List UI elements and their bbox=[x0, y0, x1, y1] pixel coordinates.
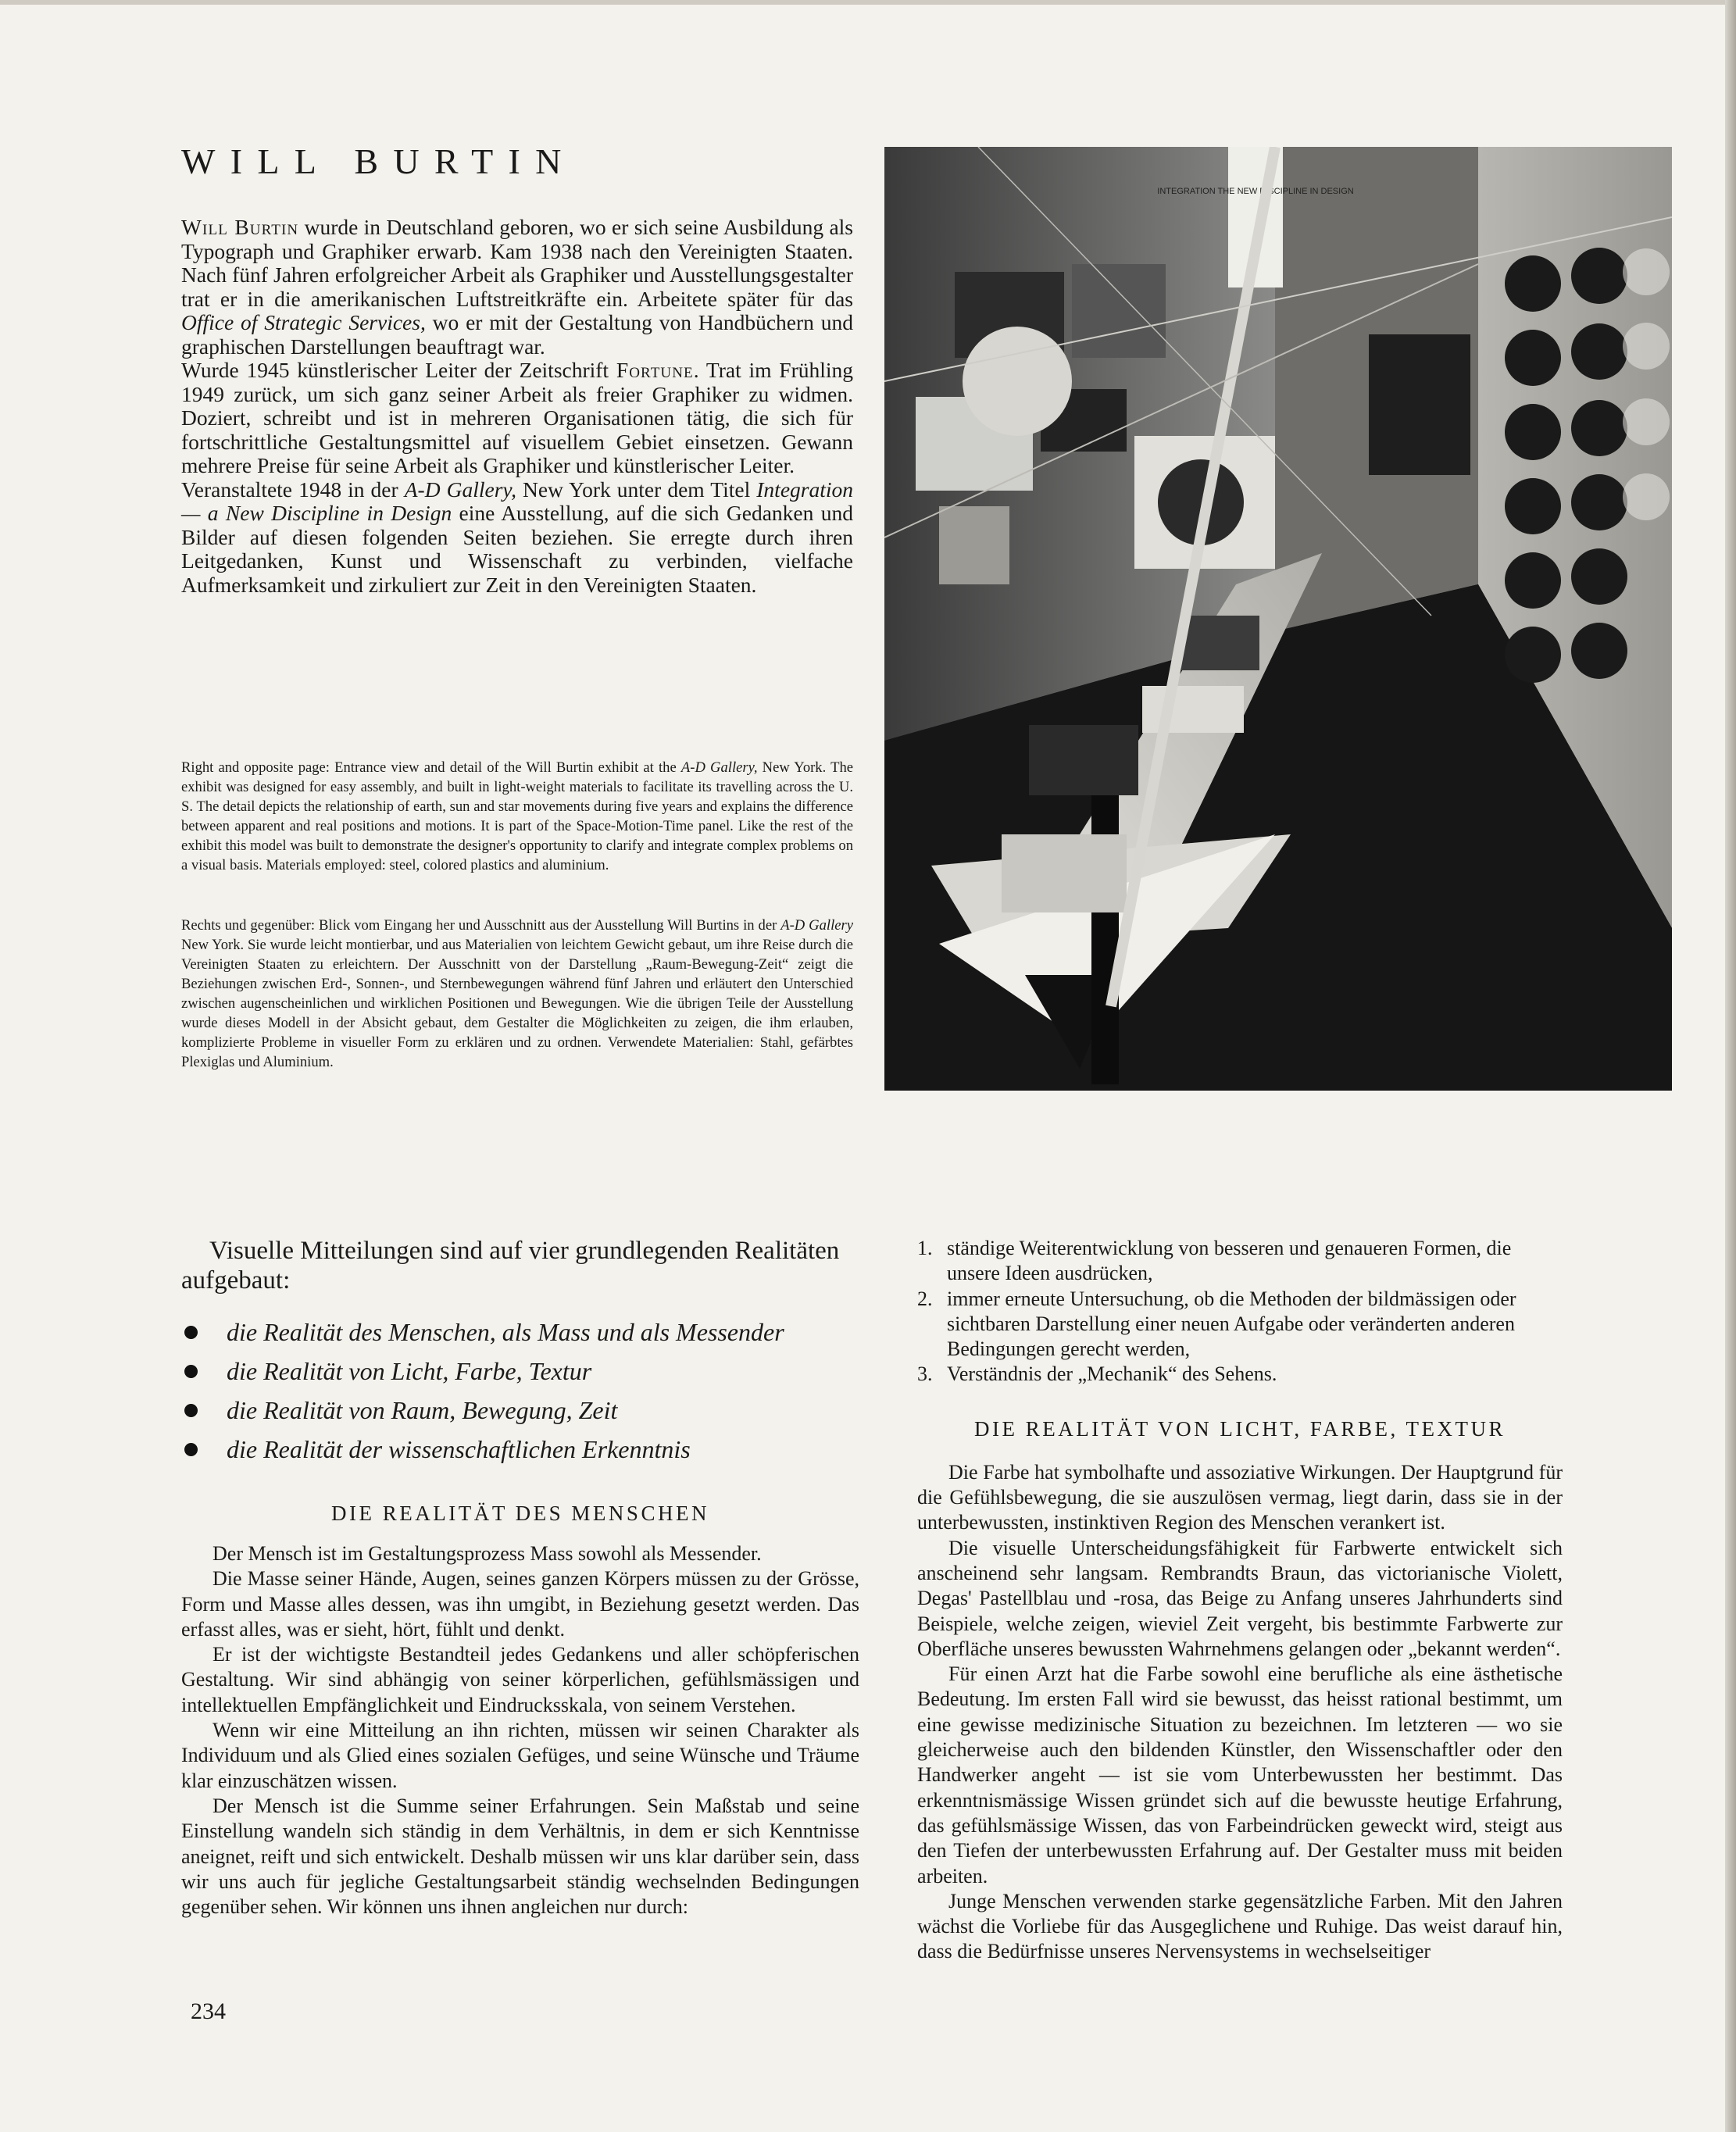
body-paragraph: Die Farbe hat symbolhafte und assoziative Wirkungen. Der Hauptgrund für die Gefühlsbewegung, die sie auszulösen vermag, liegt darin, dass sie in der unterbewussten, instinktiven Region des Menschen verankert ist. bbox=[917, 1460, 1563, 1534]
intro-text-run: . Trat im Frühling 1949 zurück, um sich ganz seiner Arbeit als freier Graphiker zu widmen. Doziert, schreibt und ist in mehreren Organisationen tätig, die sich für fortschrittliche Gestaltungsmittel auf visuellem Gebiet einsetzen. Gewann mehrere Preise für seine Arbeit als Graphiker und künstlerischer Leiter. bbox=[181, 358, 854, 477]
caption-italic-run: A-D Gallery, bbox=[680, 759, 758, 776]
caption-text-run: New York. The exhibit was designed for easy assembly, and built in light-weight materials to facilitate its travelling across the U. S. The detail depicts the relationship of earth, sun and star movements during five years and explains the difference between apparent and real positions and motions. It is part of the Space-Motion-Time panel. Like the rest of the exhibit this model was built to demonstrate the designer's opportunity to clarify and integrate complex problems on a visual basis. Materials employed: steel, colored plastics and aluminium. bbox=[181, 759, 854, 873]
list-number: 1. bbox=[917, 1237, 933, 1259]
list-item bbox=[181, 1391, 859, 1430]
list-item bbox=[181, 1312, 859, 1352]
list-item bbox=[917, 1287, 1563, 1362]
body-paragraph: Er ist der wichtigste Bestandteil jedes Gedankens und aller schöpferischen Gestaltung. Wir sind abhängig von seiner körperlichen, gefühlsmässigen und intellektuellen Empfänglichkeit und Eindrucksskala, von seinem Verstehen. bbox=[181, 1643, 859, 1716]
list-item-text: ständige Weiterentwicklung von besseren und genaueren Formen, die unsere Ideen ausdrücken, bbox=[947, 1237, 1512, 1285]
body-paragraph: Die Masse seiner Hände, Augen, seines ganzen Körpers müssen zu der Grösse, Form und Masse alles dessen, was ihn umgibt, in Beziehung gesetzt werden. Das erfasst alles, was er sieht, hört, fühlt und denkt. bbox=[181, 1567, 859, 1641]
list-item-text: die Realität von Licht, Farbe, Textur bbox=[227, 1357, 592, 1385]
list-item-text: immer erneute Untersuchung, ob die Methoden der bildmässigen oder sichtbaren Darstellung einer neuen Aufgabe oder veränderten anderen Bedingungen gerecht werden, bbox=[947, 1287, 1516, 1361]
exhibit-sign-text: INTEGRATION THE NEW DISCIPLINE IN DESIGN bbox=[1157, 187, 1354, 196]
intro-text-run: eine Ausstellung, auf die sich Gedanken und Bilder auf diesen folgenden Seiten beziehen. Sie erregte durch ihren Leitgedanken, Kunst und Wissenschaft zu verbinden, vielfache Aufmerksamkeit und zirkuliert zur Zeit in den Vereinigten Staaten. bbox=[181, 501, 853, 597]
body-paragraph: Der Mensch ist die Summe seiner Erfahrungen. Sein Maßstab und seine Einstellung wandeln sich ständig in dem Verhältnis, in dem er sich Kenntnisse aneignet, reift und sich entwickelt. Deshalb müssen wir uns klar darüber sein, dass wir uns auch für jegliche Gestaltungsarbeit ständig wechselnden Bedingungen gegenüber sehen. Wir können uns ihnen angleichen nur durch: bbox=[181, 1794, 859, 1919]
bullet-icon bbox=[184, 1404, 198, 1417]
section-body bbox=[917, 1460, 1563, 1965]
intro-text-run: New York unter dem Titel bbox=[516, 477, 757, 502]
page-top-edge bbox=[0, 0, 1736, 5]
list-number: 3. bbox=[917, 1362, 933, 1386]
caption-text-run: Right and opposite page: Entrance view and detail of the Will Burtin exhibit at the bbox=[181, 759, 681, 776]
right-column bbox=[917, 1236, 1563, 1965]
author-name: Will Burtin bbox=[181, 215, 299, 239]
page-binding-edge bbox=[1725, 0, 1736, 2132]
intro-paragraph bbox=[181, 359, 853, 478]
page-number: 234 bbox=[191, 1998, 226, 2024]
left-column bbox=[181, 1236, 859, 1920]
list-item-text: Verständnis der „Mechanik“ des Sehens. bbox=[947, 1362, 1277, 1386]
intro-italic-run: A-D Gallery, bbox=[404, 477, 516, 502]
list-item-text: die Realität von Raum, Bewegung, Zeit bbox=[227, 1396, 618, 1424]
bullet-icon bbox=[184, 1326, 198, 1339]
caption-text-run: Rechts und gegenüber: Blick vom Eingang her und Ausschnitt aus der Ausstellung Will Burtins in der bbox=[181, 917, 781, 934]
body-paragraph: Junge Menschen verwenden starke gegensätzliche Farben. Mit den Jahren wächst die Vorliebe für das Ausgeglichene und Ruhige. Das weist darauf hin, dass die Bedürfnisse unseres Nervensystems in wechselseitiger bbox=[917, 1889, 1563, 1963]
intro-paragraph bbox=[181, 216, 853, 359]
body-paragraph: Die visuelle Unterscheidungsfähigkeit für Farbwerte entwickelt sich anscheinend sehr langsam. Rembrandts Braun, das victorianische Violett, Degas' Pastellblau und -rosa, das Beige zu Anfang unseres Jahrhunderts sind Beispiele, welche zeigen, wieviel Zeit vergeht, bis bestimmte Farbwerte zur Oberfläche unseres bewussten Wahrnehmens gelangen oder „bekannt werden“. bbox=[917, 1536, 1563, 1660]
list-item bbox=[181, 1430, 859, 1469]
intro-italic-run: Office of Strategic Services, bbox=[181, 310, 426, 334]
intro-text-run: Wurde 1945 künstlerischer Leiter der Zeitschrift bbox=[181, 358, 616, 382]
list-item bbox=[917, 1362, 1563, 1387]
body-paragraph: Für einen Arzt hat die Farbe sowohl eine berufliche als eine ästhetische Bedeutung. Im ersten Fall wird sie bewusst, das heisst rational bestimmt, um eine gewisse medizinische Situation zu bezeichnen. Im letzteren — wo sie gleicherweise auch den bildenden Künstler, den Wissenschaftler oder den Handwerker angeht — ist sie vom Unterbewussten her bestimmt. Das erkenntnismässige Wissen gründet sich auf die bewusste heutige Erfahrung, das gefühlsmässige Wissen, das von Farbeindrücken geweckt wird, steigt aus den Tiefen der unterbewussten Erfahrung auf. Der Gestalter muss mit beiden arbeiten. bbox=[917, 1662, 1563, 1887]
section-body bbox=[181, 1541, 859, 1920]
section-heading: DIE REALITÄT DES MENSCHEN bbox=[331, 1502, 709, 1525]
caption-english bbox=[181, 758, 853, 875]
numbered-list bbox=[917, 1236, 1563, 1387]
list-number: 2. bbox=[917, 1287, 933, 1310]
caption-italic-run: A-D Gallery bbox=[780, 917, 853, 934]
list-item-text: die Realität des Menschen, als Mass und als Messender bbox=[227, 1318, 784, 1346]
section-heading: DIE REALITÄT VON LICHT, FARBE, TEXTUR bbox=[973, 1416, 1506, 1441]
intro-text bbox=[181, 216, 853, 597]
caption-german-text bbox=[181, 916, 853, 1072]
intro-italic-run: Integration — a New Discipline in Design bbox=[181, 477, 854, 525]
list-item-text: die Realität der wissenschaftlichen Erkenntnis bbox=[227, 1435, 691, 1463]
article-title: WILL BURTIN bbox=[181, 141, 577, 181]
caption-german bbox=[181, 916, 853, 1072]
realities-list bbox=[181, 1312, 859, 1469]
intro-text-run: wo er mit der Gestaltung von Handbüchern und graphischen Darstellungen beauftragt war. bbox=[181, 310, 853, 359]
intro-text-run: wurde in Deutschland geboren, wo er sich seine Ausbildung als Typograph und Graphiker erwarb. Kam 1938 nach den Vereinigten Staaten. Nach fünf Jahren erfolgreicher Arbeit als Graphiker und Ausstellungsgestalter trat er in die amerikanischen Luftstreitkräfte ein. Arbeitete später für das bbox=[181, 215, 853, 311]
list-item bbox=[917, 1236, 1563, 1287]
intro-paragraph bbox=[181, 478, 853, 598]
list-item bbox=[181, 1352, 859, 1391]
caption-english-text bbox=[181, 758, 853, 875]
exhibit-photo-illustration bbox=[884, 147, 1672, 1091]
bullet-icon bbox=[184, 1443, 198, 1456]
body-paragraph: Der Mensch ist im Gestaltungsprozess Mass sowohl als Messender. bbox=[213, 1542, 762, 1565]
bullet-icon bbox=[184, 1365, 198, 1378]
exhibit-photograph bbox=[884, 147, 1672, 1091]
caption-text-run: New York. Sie wurde leicht montierbar, und aus Materialien von leichtem Gewicht gebaut, um ihre Reise durch die Vereinigten Staaten zu erleichtern. Der Ausschnitt von der Darstellung „Raum-Bewegung-Zeit“ zeigt die Beziehungen zwischen Erd-, Sonnen-, und Sternbewegungen während fünf Jahren und erläutert den Unterschied zwischen augenscheinlichen und wirklichen Positionen und Bewegungen. Wie die übrigen Teile der Ausstellung wurde dieses Modell in der Absicht gebaut, dem Gestalter die Möglichkeiten zu zeigen, die ihm erlauben, komplizierte Probleme in visueller Form zu erklären und zu ordnen. Verwendete Materialien: Stahl, gefärbtes Plexiglas und Aluminium. bbox=[181, 937, 853, 1070]
intro-text-run: Veranstaltete 1948 in der bbox=[181, 477, 405, 502]
magazine-name: Fortune bbox=[616, 358, 694, 382]
body-paragraph: Wenn wir eine Mitteilung an ihn richten, müssen wir seinen Charakter als Individuum und als Glied eines sozialen Gefüges, und seine Wünsche und Träume klar einzuschätzen wissen. bbox=[181, 1719, 859, 1792]
lead-sentence: Visuelle Mitteilungen sind auf vier grundlegenden Realitäten aufgebaut: bbox=[181, 1237, 840, 1295]
